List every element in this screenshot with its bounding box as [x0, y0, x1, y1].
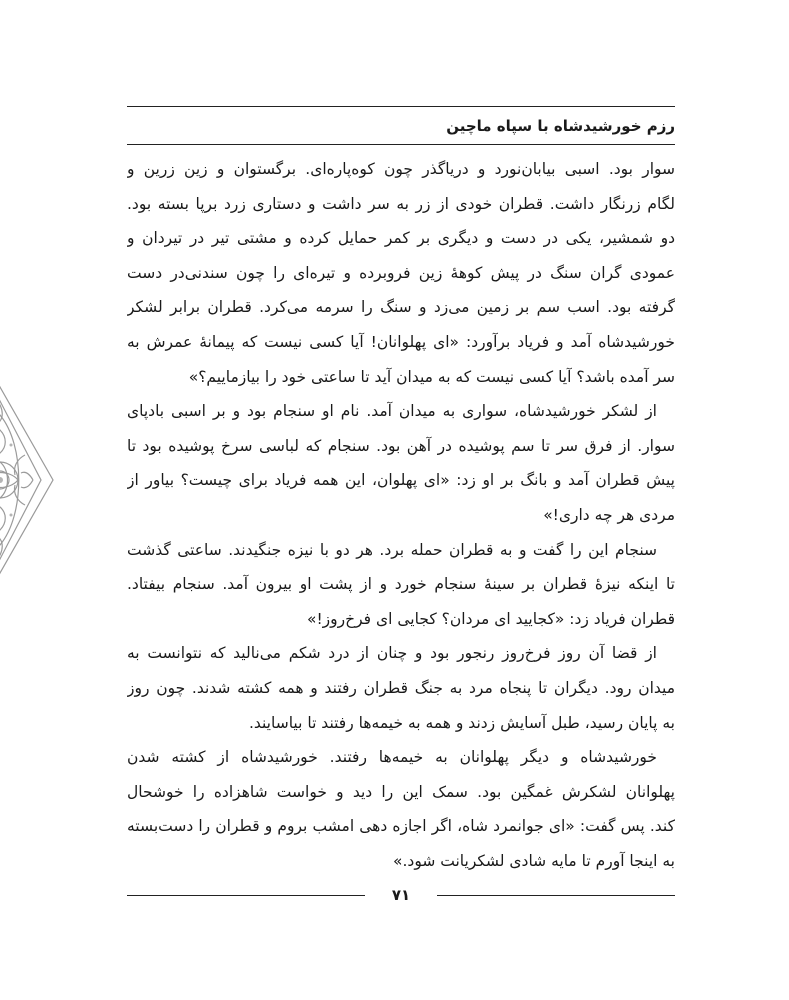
text-line: کند. پس گفت: «ای جوانمرد شاه، اگر اجازه دهی امشب بروم و قطران را دست‌بسته	[127, 817, 675, 836]
text-line: سر آمده باشد؟ آیا کسی نیست که به میدان آید تا ساعتی خود را بیازماییم؟»	[188, 367, 675, 386]
text-line: گرفته بود. اسب سم بر زمین می‌زد و سنگ را سرمه می‌کرد. قطران برابر لشکر	[127, 298, 675, 317]
footer-right-rule	[437, 895, 675, 896]
text-line: سوار. از فرق سر تا سم پوشیده در آهن بود. سنجام که لباسی سرخ پوشیده بود تا	[127, 436, 675, 455]
header-bottom-rule	[127, 144, 675, 145]
text-line: سنجام این را گفت و به قطران حمله برد. هر دو با نیزه جنگیدند. ساعتی گذشت	[127, 540, 657, 559]
text-line: به اینجا آورم تا مایه شادی لشکریانت شود.»	[393, 851, 675, 870]
text-line: دو شمشیر، یکی در دست و دیگری بر کمر حمایل کرده و مشتی تیر در تیردان و	[127, 229, 675, 248]
text-line: مردی هر چه داری!»	[543, 505, 675, 524]
floral-ornament-icon	[0, 385, 55, 575]
text-line: پیش قطران آمد و بانگ بر او زد: «ای پهلوان، این همه فریاد برای چیست؟ بیاور از	[127, 471, 675, 490]
running-header-title: رزم خورشیدشاه با سپاه ماچین	[446, 117, 675, 135]
page-number: ۷۱	[391, 886, 411, 904]
footer-left-rule	[127, 895, 365, 896]
page-footer	[127, 880, 675, 910]
body-text	[127, 152, 675, 878]
text-line: به پایان رسید، طبل آسایش زدند و همه به خیمه‌ها رفتند تا بیاسایند.	[248, 713, 675, 732]
text-line: قطران فریاد زد: «کجایید ای مردان؟ کجایی ای فرخ‌روز!»	[306, 609, 675, 628]
text-line: از لشکر خورشیدشاه، سواری به میدان آمد. نام او سنجام بود و بر اسبی بادپای	[127, 402, 657, 421]
header-top-rule	[127, 106, 675, 107]
text-line: لگام زرنگار داشت. قطران خودی از زر به سر داشت و دستاری زرد برپا بسته بود.	[127, 194, 675, 213]
text-line: از قضا آن روز فرخ‌روز رنجور بود و چنان از درد شکم می‌نالید که نتوانست به	[127, 644, 657, 663]
text-line: خورشیدشاه آمد و فریاد برآورد: «ای پهلوانان! آیا کسی نیست که پیمانهٔ عمرش به	[127, 332, 675, 351]
text-line: خورشیدشاه و دیگر پهلوانان به خیمه‌ها رفتند. خورشیدشاه از کشته شدن	[127, 748, 657, 767]
text-line: سوار بود. اسبی بیابان‌نورد و دریاگذر چون کوه‌پاره‌ای. برگستوان و زین زرین و	[127, 160, 675, 178]
text-line: تا اینکه نیزهٔ قطران بر سینهٔ سنجام خورد و از پشت او بیرون آمد. سنجام بیفتاد.	[127, 575, 675, 594]
text-line: عمودی گران سنگ در پیش کوههٔ زین فروبرده و تیره‌ای را چون سندنی‌در دست	[127, 263, 675, 282]
text-line: میدان رود. دیگران تا پنجاه مرد به جنگ قطران رفتند و همه کشته شدند. چون روز	[127, 678, 675, 697]
text-line: پهلوانان لشکرش غمگین بود. سمک این را دید و خواست شاهزاده را خوشحال	[127, 782, 675, 801]
